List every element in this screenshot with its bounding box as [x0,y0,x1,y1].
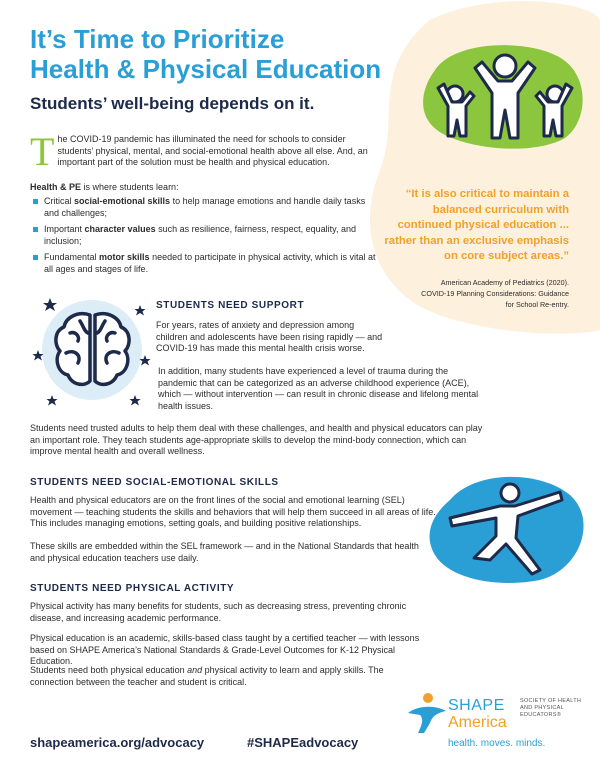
logo-description: SOCIETY OF HEALTH AND PHYSICAL EDUCATORS® [520,698,582,718]
section-heading-activity: STUDENTS NEED PHYSICAL ACTIVITY [30,583,235,594]
bullet-text: Fundamental [44,252,100,262]
pull-quote: “It is also critical to maintain a balanced curriculum with continued physical education ... rather than an exclusive emphasis on core subject areas.” [384,188,569,262]
lead-rest: is where students learn: [81,182,179,192]
shape-america-logo-icon [406,691,448,735]
logo-word-shape: SHAPE [448,697,505,714]
bullet-text: such as resilience, fairness, respect, equality, and inclusion; [44,224,357,246]
quote-citation [380,277,569,310]
lead-line [30,182,179,192]
activity-text: physical activity to learn and apply skills. The connection between the teacher and student is critical. [30,665,384,687]
lead-bold: Health & PE [30,182,82,192]
sel-paragraph-1: Health and physical educators are on the front lines of the social and emotional learning (SEL) movement — teaching students the skills and behaviors that will help them succeed in all areas of life. This includes managing emotions, setting goals, and building positive relationships. [30,495,436,528]
citation-line: COVID-19 Planning Considerations: Guidance [421,289,569,298]
list-item [30,252,380,275]
bullet-text: Important [44,224,85,234]
logo-word-america: America [448,714,507,731]
bullet-text: Critical [44,196,75,206]
activity-paragraph-3 [30,665,410,688]
title-line-2: Health & Physical Education [30,54,382,84]
advocacy-link[interactable]: shapeamerica.org/advocacy [30,735,205,750]
section-heading-support: STUDENTS NEED SUPPORT [156,300,305,311]
list-item [30,196,380,219]
skills-list [30,196,380,280]
activity-paragraph-2: Physical education is an academic, skills-based class taught by a certified teacher — with lessons based on SHAPE America’s National Standards & Grade-Level Outcomes for K-12 Physical Education. [30,633,420,666]
sel-paragraph-2: These skills are embedded within the SEL framework — and in the National Standards that health and physical education teachers use daily. [30,541,419,563]
bullet-bold: motor skills [99,252,150,262]
activity-emphasis: and [187,665,203,675]
intro-paragraph [30,129,382,174]
bullet-bold: character values [84,224,156,234]
intro-text: he COVID-19 pandemic has illuminated the need for schools to consider students’ physical, mental, and social-emotional health above all else. And, an important part of the solution must be health and physical education. [57,134,368,167]
support-paragraph-1: For years, rates of anxiety and depression among children and adolescents have been rising rapidly — and COVID-19 has made this mental health crisis worse. [156,320,383,353]
page-subtitle: Students’ well-being depends on it. [30,94,315,113]
logo-tagline: health. moves. minds. [448,738,546,749]
page-title [30,24,381,84]
activity-text: Students need both physical education [30,665,188,675]
hashtag: #SHAPEadvocacy [247,735,359,750]
citation-line: American Academy of Pediatrics (2020). [440,278,569,287]
section-heading-sel: STUDENTS NEED SOCIAL-EMOTIONAL SKILLS [30,477,279,488]
family-icon [430,48,580,148]
support-paragraph-2: In addition, many students have experienced a level of trauma during the pandemic that can be categorized as an adverse childhood experience (ACE), which — without intervention — can result in chronic disease and lifelong mental health issues. [158,366,479,411]
brain-icon [50,307,135,392]
bullet-text: to help manage emotions and handle daily tasks and challenges; [44,196,366,218]
title-line-1: It’s Time to Prioritize [30,24,285,54]
citation-line: for School Re-entry. [505,300,569,309]
bullet-bold: social-emotional skills [74,196,171,206]
list-item [30,224,380,247]
support-paragraph-3: Students need trusted adults to help them deal with these challenges, and health and physical educators can play an important role. They teach students age-appropriate skills to develop the mind-body connection, which can improve mental health and overall wellness. [30,423,483,456]
bullet-text: needed to participate in physical activity, which is vital at all ages and stages of life. [44,252,376,274]
drop-cap: T [30,129,55,174]
yoga-figure-icon [430,478,580,578]
activity-paragraph-1: Physical activity has many benefits for students, such as decreasing stress, preventing chronic disease, and increasing academic performance. [30,601,407,623]
